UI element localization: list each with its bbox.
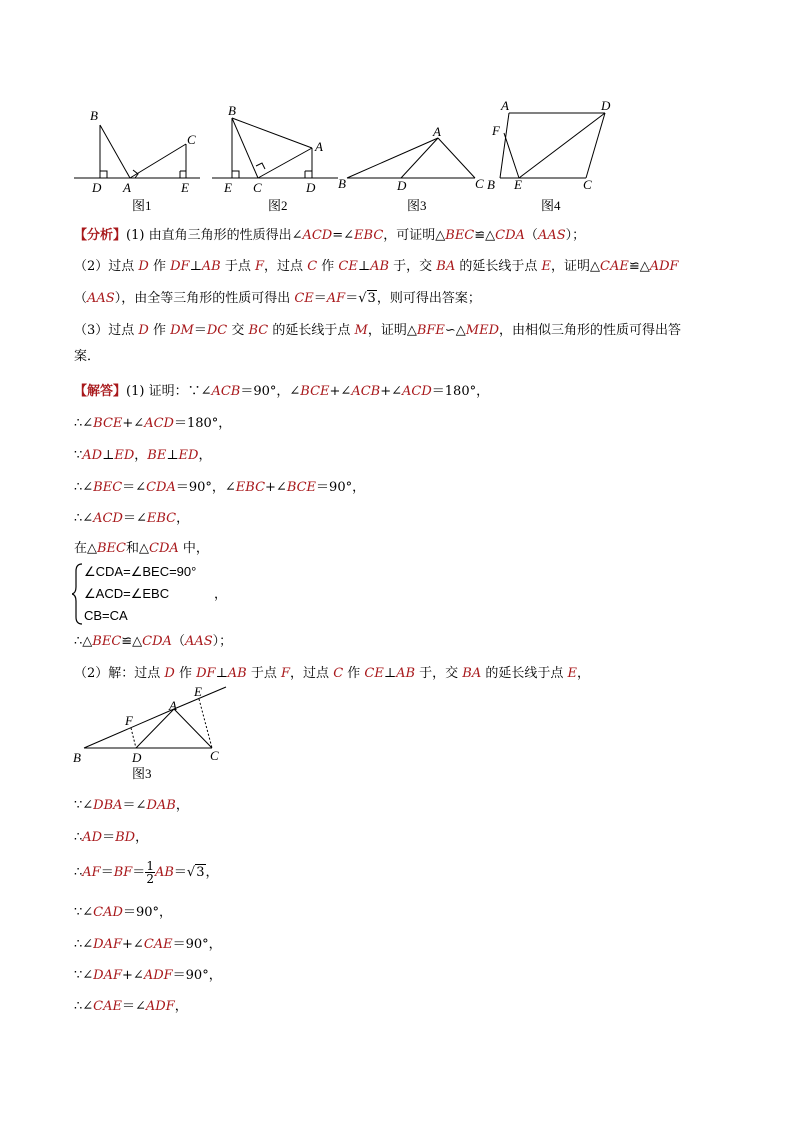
answer-line-10: ∴AD＝BD， xyxy=(74,830,149,845)
fig3b-label-d: D xyxy=(132,750,142,765)
answer-line-7: ∴△BEC≌△CDA（AAS）； xyxy=(74,634,233,649)
fig4-label-a: A xyxy=(501,98,509,113)
answer-line-3: ∵AD⊥ED，BE⊥ED， xyxy=(74,448,212,463)
figure-3-diagram xyxy=(335,100,490,215)
answer-line-1: 【解答】(1) 证明：∵∠ACB＝90°，∠BCE+∠ACB+∠ACD＝180°， xyxy=(74,384,490,399)
brace-symbol xyxy=(72,563,84,625)
fig1-label-b: B xyxy=(90,108,98,123)
analysis-tag: 【分析】 xyxy=(74,228,127,243)
system-line-3: CB=CA xyxy=(84,608,128,623)
fraction-one-half: $\frac{1}{2}$ xyxy=(146,859,154,886)
answer-line-8: （2）解：过点 D 作 DF⊥AB 于点 F，过点 C 作 CE⊥AB 于，交 BA 的延长线于点 E， xyxy=(74,666,591,681)
figure-4-diagram xyxy=(485,95,620,215)
answer-line-6: 在△BEC和△CDA 中， xyxy=(74,541,209,556)
fig3b-caption: 图3 xyxy=(132,766,152,781)
sqrt-symbol: √ xyxy=(186,865,196,880)
fig2-label-e: E xyxy=(224,180,232,195)
answer-line-5: ∴∠ACD＝∠EBC， xyxy=(74,511,190,526)
system-comma: ， xyxy=(214,586,228,601)
fig3b-label-f: F xyxy=(125,713,133,728)
figure-3b-diagram xyxy=(70,686,240,786)
answer-line-2: ∴∠BCE+∠ACD＝180°， xyxy=(74,416,232,431)
answer-line-12: ∵∠CAD＝90°， xyxy=(74,905,172,920)
answer-line-14: ∵∠DAF+∠ADF＝90°， xyxy=(74,968,222,983)
figure-2 xyxy=(208,100,343,215)
fig2-caption: 图2 xyxy=(268,198,288,213)
figure-2-diagram xyxy=(208,100,343,215)
answer-line-11: ∴AF＝BF＝ $\frac{1}{2}$ AB＝√3， xyxy=(74,859,219,886)
answer-line-15: ∴∠CAE＝∠ADF， xyxy=(74,999,188,1014)
fig2-label-a: A xyxy=(315,139,323,154)
fig3-label-c: C xyxy=(475,176,484,191)
fig4-label-b: B xyxy=(487,177,495,192)
fig3-label-b: B xyxy=(338,176,346,191)
fig2-label-c: C xyxy=(253,180,262,195)
fig3b-label-e: E xyxy=(194,684,202,699)
analysis-line-5: 案． xyxy=(74,349,101,364)
figure-3 xyxy=(335,100,490,215)
fig4-label-e: E xyxy=(514,177,522,192)
answer-line-13: ∴∠DAF+∠CAE＝90°， xyxy=(74,937,222,952)
fig3-label-a: A xyxy=(433,124,441,139)
system-line-1: ∠CDA=∠BEC=90° xyxy=(84,564,197,579)
answer-line-4: ∴∠BEC＝∠CDA＝90°，∠EBC+∠BCE＝90°， xyxy=(74,480,366,495)
fig3b-label-b: B xyxy=(73,750,81,765)
fig4-label-c: C xyxy=(583,177,592,192)
analysis-line-3: （AAS），由全等三角形的性质可得出 CE＝AF＝√3，则可得出答案； xyxy=(74,291,481,306)
analysis-line-4: （3）过点 D 作 DM＝DC 交 BC 的延长线于点 M，证明△BFE∽△MED，由相似三角形的性质可得出答 xyxy=(74,323,682,338)
system-line-2: ∠ACD=∠EBC xyxy=(84,586,170,601)
fig4-caption: 图4 xyxy=(541,198,561,213)
figure-3b xyxy=(70,686,240,786)
answer-tag: 【解答】 xyxy=(74,384,127,399)
fig3b-label-c: C xyxy=(210,748,219,763)
fig3b-label-a: A xyxy=(169,698,177,713)
fig2-label-b: B xyxy=(228,103,236,118)
figure-1 xyxy=(70,100,210,215)
analysis-line-1: 【分析】(1) 由直角三角形的性质得出∠ACD=∠EBC，可证明△BEC≌△CDA（AAS）； xyxy=(74,228,586,243)
fig1-label-e: E xyxy=(181,180,189,195)
analysis-line-2: （2）过点 D 作 DF⊥AB 于点 F，过点 C 作 CE⊥AB 于，交 BA 的延长线于点 E，证明△CAE≌△ADF xyxy=(74,259,679,274)
fig4-label-d: D xyxy=(601,98,611,113)
fig1-label-c: C xyxy=(187,132,196,147)
sqrt-symbol: √ xyxy=(358,291,367,306)
figure-1-diagram xyxy=(70,100,210,215)
fig1-label-a: A xyxy=(123,180,131,195)
fig3-label-d: D xyxy=(397,178,407,193)
answer-line-9: ∵∠DBA＝∠DAB， xyxy=(74,798,189,813)
fig3-caption: 图3 xyxy=(407,198,427,213)
fig4-label-f: F xyxy=(492,123,500,138)
fig1-caption: 图1 xyxy=(132,198,152,213)
figure-4 xyxy=(485,95,620,215)
fig1-label-d: D xyxy=(92,180,102,195)
fig2-label-d: D xyxy=(306,180,316,195)
